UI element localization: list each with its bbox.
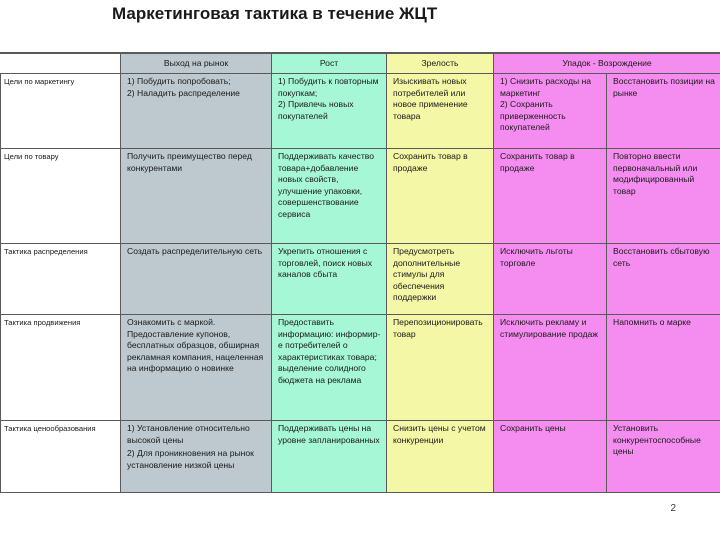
cell-decline: [494, 421, 607, 493]
column-header-maturity: Зрелость: [387, 54, 494, 74]
cell-entry: [121, 421, 272, 493]
cell-decline: [494, 244, 607, 315]
cell-text: 2) Наладить распределение: [127, 87, 240, 98]
cell-text: Поддерживать качество товара+добавление новых свойств, улучшение упаковки, совершенствование сервиса: [278, 151, 375, 219]
marketing-tactics-table: [0, 53, 720, 493]
row-label: Тактика распределения: [1, 244, 121, 315]
cell-text: Повторно ввести первоначальный или модифицированный товар: [613, 151, 698, 196]
cell-text: Исключить рекламу и стимулирование продаж: [500, 317, 599, 339]
page-title: Маркетинговая тактика в течение ЖЦТ: [112, 4, 438, 23]
cell-text: Изыскивать новых потребителей или новое применение товара: [393, 76, 468, 121]
cell-revival: [607, 421, 720, 493]
cell-text: Восстановить сбытовую сеть: [613, 246, 710, 268]
cell-text: 1) Установление относительно высокой цены: [127, 423, 250, 445]
cell-growth: [272, 244, 387, 315]
cell-decline: [494, 149, 607, 244]
cell-maturity: [387, 421, 494, 493]
cell-text: Восстановить позиции на рынке: [613, 76, 715, 98]
cell-text: 1) Снизить расходы на маркетинг: [500, 76, 592, 98]
column-header-entry: Выход на рынок: [121, 54, 272, 74]
table-row: [1, 315, 720, 421]
cell-text: Ознакомить с маркой. Предоставление купонов, бесплатных образцов, обширная рекламная компания, нацеленная на информацию о новинке: [127, 317, 264, 374]
cell-entry: [121, 74, 272, 149]
cell-text: 2) Привлечь новых покупателей: [278, 99, 354, 121]
page-number: 2: [670, 503, 676, 514]
header-corner-cell: [1, 54, 121, 74]
cell-text: Предусмотреть дополнительные стимулы для обеспечения поддержки: [393, 246, 461, 303]
row-label: Тактика продвижения: [1, 315, 121, 421]
table-row: [1, 149, 720, 244]
cell-text: Предоставить информацию: информир-е потребителей о характеристиках товара; выделение солидного бюджета на реклама: [278, 317, 381, 385]
cell-text: Поддерживать цены на уровне запланированных: [278, 423, 380, 445]
column-header-decline-revival: Упадок - Возрождение: [494, 54, 720, 74]
cell-revival: [607, 149, 720, 244]
row-label: Цели по товару: [1, 149, 121, 244]
cell-text: 1) Побудить к повторным покупкам;: [278, 76, 379, 98]
cell-decline: [494, 74, 607, 149]
cell-text: Снизить цены с учетом конкуренции: [393, 423, 486, 445]
table-row: [1, 421, 720, 493]
cell-maturity: [387, 315, 494, 421]
cell-maturity: [387, 244, 494, 315]
cell-entry: [121, 244, 272, 315]
cell-text: Установить конкурентоспособные цены: [613, 423, 701, 457]
cell-growth: [272, 421, 387, 493]
cell-entry: [121, 149, 272, 244]
cell-maturity: [387, 149, 494, 244]
cell-text: Перепозиционировать товар: [393, 317, 483, 339]
cell-text: 1) Побудить попробовать;: [127, 76, 231, 86]
cell-revival: [607, 244, 720, 315]
column-header-growth: Рост: [272, 54, 387, 74]
cell-text: 2) Для проникновения на рынок установление низкой цены: [127, 448, 254, 470]
cell-growth: [272, 315, 387, 421]
cell-text: 2) Сохранить приверженность покупателей: [500, 99, 566, 133]
cell-text: Укрепить отношения с торговлей, поиск новых каналов сбыта: [278, 246, 373, 280]
row-label: Тактика ценообразования: [1, 421, 121, 493]
cell-text: Напомнить о марке: [613, 317, 691, 327]
cell-revival: [607, 315, 720, 421]
cell-growth: [272, 74, 387, 149]
cell-growth: [272, 149, 387, 244]
row-label: Цели по маркетингу: [1, 74, 121, 149]
table-row: [1, 244, 720, 315]
cell-text: Сохранить товар в продаже: [500, 151, 575, 173]
cell-revival: [607, 74, 720, 149]
cell-text: Получить преимущество перед конкурентами: [127, 151, 252, 173]
table-row: [1, 74, 720, 149]
cell-entry: [121, 315, 272, 421]
cell-decline: [494, 315, 607, 421]
cell-text: Сохранить цены: [500, 423, 566, 433]
cell-text: Сохранить товар в продаже: [393, 151, 468, 173]
cell-text: Исключить льготы торговле: [500, 246, 573, 268]
cell-text: Создать распределительную сеть: [127, 246, 263, 256]
cell-maturity: [387, 74, 494, 149]
